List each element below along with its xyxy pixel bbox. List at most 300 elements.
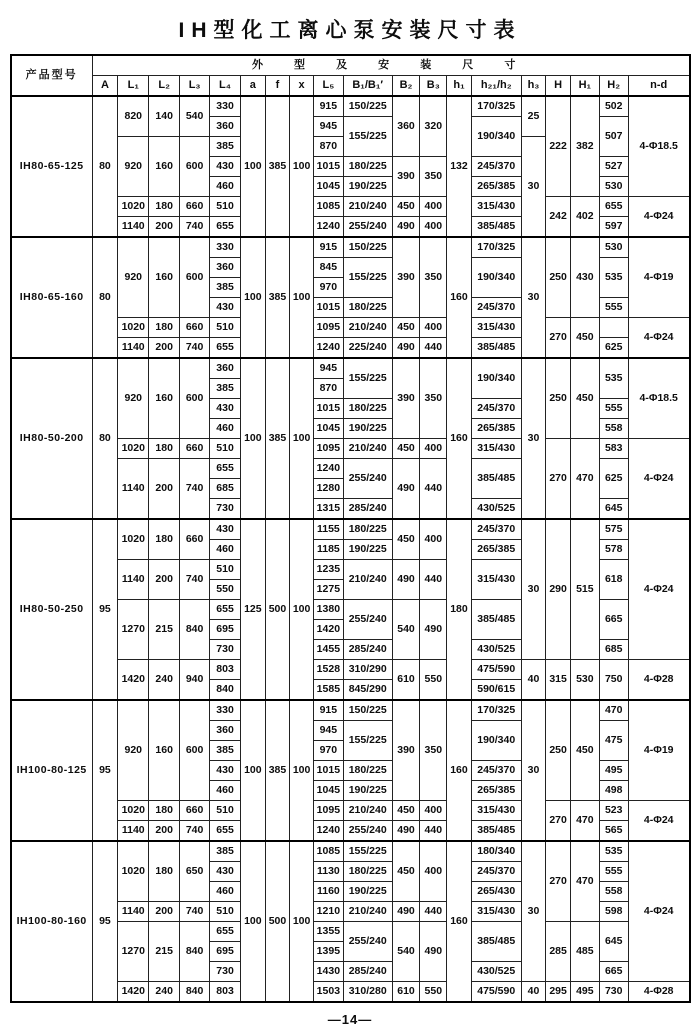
column-header-L1: L₁: [118, 76, 149, 97]
cell-B1: 190/225: [343, 419, 392, 439]
cell-h2x: 315/430: [471, 439, 521, 459]
cell-L3: 600: [179, 700, 209, 801]
cell-L2: 200: [149, 338, 179, 359]
cell-L3: 840: [179, 982, 209, 1003]
cell-L5: 1210: [314, 902, 343, 922]
cell-H2: 523: [599, 801, 628, 821]
column-header-h2x: h₂₁/h₂: [471, 76, 521, 97]
cell-L1: 1020: [118, 318, 149, 338]
cell-h2x: 265/385: [471, 781, 521, 801]
cell-B1: 150/225: [343, 96, 392, 117]
column-header-L2: L₂: [149, 76, 179, 97]
cell-L5: 1240: [314, 821, 343, 842]
cell-A: 95: [92, 841, 117, 1002]
cell-h2x: 315/430: [471, 801, 521, 821]
cell-H: 270: [546, 318, 571, 359]
cell-x: 100: [290, 841, 314, 1002]
cell-nd: 4-Φ24: [628, 841, 689, 982]
cell-L4: 385: [210, 278, 240, 298]
cell-L3: 740: [179, 821, 209, 842]
cell-L5: 870: [314, 137, 343, 157]
cell-h2x: 265/385: [471, 419, 521, 439]
cell-H2: 665: [599, 962, 628, 982]
cell-L3: 740: [179, 338, 209, 359]
cell-H2: 555: [599, 862, 628, 882]
cell-B2: 390: [392, 700, 419, 801]
column-header-A: A: [92, 76, 117, 97]
cell-L1: 1140: [118, 459, 149, 520]
cell-h1: 160: [447, 841, 471, 1002]
cell-H2: 470: [599, 700, 628, 721]
cell-B1: 285/240: [343, 640, 392, 660]
cell-L4: 510: [210, 197, 240, 217]
cell-nd: 4-Φ18.5: [628, 358, 689, 439]
cell-B2: 490: [392, 821, 419, 842]
column-header-B2: B₂: [392, 76, 419, 97]
cell-B3: 550: [420, 660, 447, 701]
cell-L4: 330: [210, 96, 240, 117]
cell-H: 270: [546, 841, 571, 922]
cell-L1: 820: [118, 96, 149, 137]
cell-nd: 4-Φ24: [628, 197, 689, 238]
cell-H2: 645: [599, 922, 628, 962]
cell-L4: 695: [210, 942, 240, 962]
cell-h2x: 190/340: [471, 258, 521, 298]
cell-B1: 255/240: [343, 600, 392, 640]
cell-H2: 578: [599, 540, 628, 560]
cell-B3: 350: [420, 157, 447, 197]
cell-L4: 695: [210, 620, 240, 640]
cell-h2x: 245/370: [471, 519, 521, 540]
cell-B1: 150/225: [343, 700, 392, 721]
cell-B1: 190/225: [343, 177, 392, 197]
cell-h2x: 190/340: [471, 721, 521, 761]
column-header-B3: B₃: [420, 76, 447, 97]
cell-L4: 655: [210, 338, 240, 359]
cell-H2: 535: [599, 358, 628, 399]
cell-B1: 210/240: [343, 197, 392, 217]
column-header-H1: H₁: [571, 76, 599, 97]
cell-h2x: 385/485: [471, 821, 521, 842]
cell-f: 385: [265, 96, 289, 237]
cell-L3: 740: [179, 217, 209, 238]
cell-L3: 740: [179, 459, 209, 520]
cell-H: 250: [546, 358, 571, 439]
cell-L1: 1020: [118, 841, 149, 902]
cell-L5: 1455: [314, 640, 343, 660]
cell-B3: 440: [420, 459, 447, 520]
cell-L5: 1045: [314, 419, 343, 439]
cell-H1: 450: [571, 700, 599, 801]
cell-L4: 460: [210, 882, 240, 902]
cell-L5: 870: [314, 379, 343, 399]
column-header-f: f: [265, 76, 289, 97]
cell-f: 385: [265, 237, 289, 358]
cell-B1: 210/240: [343, 560, 392, 600]
cell-B1: 190/225: [343, 540, 392, 560]
cell-H: 315: [546, 660, 571, 701]
cell-nd: 4-Φ19: [628, 237, 689, 318]
cell-nd: 4-Φ18.5: [628, 96, 689, 197]
cell-L5: 970: [314, 741, 343, 761]
cell-L4: 655: [210, 459, 240, 479]
cell-h2x: 265/385: [471, 540, 521, 560]
cell-H2: 597: [599, 217, 628, 238]
cell-nd: 4-Φ24: [628, 439, 689, 520]
cell-h2x: 170/325: [471, 700, 521, 721]
cell-B1: 210/240: [343, 801, 392, 821]
cell-L3: 540: [179, 96, 209, 137]
cell-H2: 530: [599, 237, 628, 258]
product-model-cell: IH100-80-125: [11, 700, 93, 841]
cell-B3: 440: [420, 560, 447, 600]
cell-L1: 920: [118, 700, 149, 801]
cell-L2: 200: [149, 821, 179, 842]
cell-L5: 915: [314, 700, 343, 721]
cell-L3: 650: [179, 841, 209, 902]
cell-B3: 400: [420, 197, 447, 217]
cell-B3: 490: [420, 600, 447, 660]
cell-B3: 400: [420, 318, 447, 338]
cell-L2: 180: [149, 439, 179, 459]
cell-L5: 1430: [314, 962, 343, 982]
cell-L4: 430: [210, 399, 240, 419]
cell-H1: 485: [571, 922, 599, 982]
cell-L4: 803: [210, 660, 240, 680]
cell-L4: 360: [210, 258, 240, 278]
cell-x: 100: [290, 519, 314, 700]
model-column-header: 产品型号: [11, 55, 93, 96]
cell-h3: 30: [521, 519, 545, 660]
cell-B1: 180/225: [343, 399, 392, 419]
cell-B2: 360: [392, 96, 419, 157]
cell-H2: 655: [599, 197, 628, 217]
cell-L4: 803: [210, 982, 240, 1003]
cell-L4: 685: [210, 479, 240, 499]
cell-L4: 360: [210, 358, 240, 379]
cell-h3: 40: [521, 982, 545, 1003]
cell-L5: 915: [314, 96, 343, 117]
cell-H: 270: [546, 439, 571, 520]
cell-x: 100: [290, 237, 314, 358]
cell-h3: 30: [521, 358, 545, 519]
cell-L1: 1420: [118, 660, 149, 701]
cell-h2x: 245/370: [471, 761, 521, 781]
cell-B1: 155/225: [343, 117, 392, 157]
cell-L2: 160: [149, 237, 179, 318]
cell-L5: 1095: [314, 801, 343, 821]
cell-L4: 840: [210, 680, 240, 701]
cell-L3: 660: [179, 439, 209, 459]
cell-x: 100: [290, 96, 314, 237]
cell-f: 385: [265, 700, 289, 841]
cell-L5: 1503: [314, 982, 343, 1003]
cell-A: 80: [92, 237, 117, 358]
cell-B2: 610: [392, 660, 419, 701]
cell-L4: 430: [210, 862, 240, 882]
cell-B1: 255/240: [343, 922, 392, 962]
cell-h3: 30: [521, 700, 545, 841]
cell-h2x: 385/485: [471, 922, 521, 962]
product-model-cell: IH80-65-125: [11, 96, 93, 237]
cell-L3: 660: [179, 519, 209, 560]
cell-B1: 310/290: [343, 660, 392, 680]
cell-L4: 550: [210, 580, 240, 600]
cell-h2x: 475/590: [471, 982, 521, 1003]
cell-h2x: 430/525: [471, 640, 521, 660]
cell-h1: 180: [447, 519, 471, 700]
cell-B2: 490: [392, 902, 419, 922]
spec-table: [10, 54, 691, 1003]
cell-a: 125: [240, 519, 265, 700]
cell-H2: 558: [599, 419, 628, 439]
cell-a: 100: [240, 700, 265, 841]
cell-H2: 625: [599, 459, 628, 499]
cell-H2: 625: [599, 338, 628, 359]
cell-L5: 1130: [314, 862, 343, 882]
cell-B3: 350: [420, 358, 447, 439]
cell-H2: 530: [599, 177, 628, 197]
cell-H2: 555: [599, 399, 628, 419]
cell-L3: 840: [179, 922, 209, 982]
cell-L4: 360: [210, 117, 240, 137]
cell-A: 80: [92, 96, 117, 237]
cell-H2: 618: [599, 560, 628, 600]
cell-L4: 460: [210, 540, 240, 560]
cell-L5: 1085: [314, 197, 343, 217]
cell-L2: 180: [149, 318, 179, 338]
cell-B3: 320: [420, 96, 447, 157]
cell-L5: 1585: [314, 680, 343, 701]
cell-B3: 400: [420, 519, 447, 560]
cell-L3: 740: [179, 902, 209, 922]
cell-H1: 382: [571, 96, 599, 197]
cell-B2: 390: [392, 157, 419, 197]
column-header-h1: h₁: [447, 76, 471, 97]
cell-L5: 1015: [314, 298, 343, 318]
cell-H2: 507: [599, 117, 628, 157]
cell-B1: 150/225: [343, 237, 392, 258]
cell-nd: 4-Φ28: [628, 660, 689, 701]
cell-B1: 310/280: [343, 982, 392, 1003]
cell-L4: 330: [210, 237, 240, 258]
cell-H1: 470: [571, 841, 599, 922]
cell-L5: 1015: [314, 399, 343, 419]
cell-L2: 200: [149, 560, 179, 600]
cell-L3: 660: [179, 318, 209, 338]
cell-h3: 30: [521, 137, 545, 238]
cell-H2: 750: [599, 660, 628, 701]
cell-h3: 25: [521, 96, 545, 137]
cell-B1: 255/240: [343, 459, 392, 499]
cell-B3: 400: [420, 801, 447, 821]
cell-L4: 430: [210, 519, 240, 540]
cell-h2x: 245/370: [471, 399, 521, 419]
cell-B2: 450: [392, 197, 419, 217]
cell-B1: 225/240: [343, 338, 392, 359]
cell-L4: 430: [210, 298, 240, 318]
cell-B2: 450: [392, 801, 419, 821]
product-model-cell: IH80-65-160: [11, 237, 93, 358]
cell-h2x: 430/525: [471, 962, 521, 982]
cell-h2x: 190/340: [471, 358, 521, 399]
cell-h2x: 385/485: [471, 459, 521, 499]
cell-L4: 430: [210, 761, 240, 781]
cell-L1: 1140: [118, 338, 149, 359]
cell-L2: 180: [149, 519, 179, 560]
cell-L4: 510: [210, 318, 240, 338]
cell-nd: 4-Φ24: [628, 318, 689, 359]
cell-h2x: 180/340: [471, 841, 521, 862]
cell-L5: 1160: [314, 882, 343, 902]
cell-L5: 1155: [314, 519, 343, 540]
cell-H2: 558: [599, 882, 628, 902]
cell-B1: 180/225: [343, 157, 392, 177]
cell-h3: 40: [521, 660, 545, 701]
cell-L5: 1240: [314, 217, 343, 238]
cell-B1: 285/240: [343, 499, 392, 520]
cell-L1: 1270: [118, 922, 149, 982]
cell-L4: 655: [210, 922, 240, 942]
cell-H2: [599, 318, 628, 338]
cell-B3: 350: [420, 700, 447, 801]
cell-L3: 600: [179, 237, 209, 318]
cell-L5: 1528: [314, 660, 343, 680]
cell-L4: 330: [210, 700, 240, 721]
cell-H2: 685: [599, 640, 628, 660]
cell-L1: 920: [118, 237, 149, 318]
cell-H1: 515: [571, 519, 599, 660]
cell-L4: 510: [210, 560, 240, 580]
cell-a: 100: [240, 96, 265, 237]
cell-H: 295: [546, 982, 571, 1003]
page-number: —14—: [327, 1012, 373, 1027]
cell-h2x: 170/325: [471, 237, 521, 258]
cell-L4: 360: [210, 721, 240, 741]
cell-H2: 583: [599, 439, 628, 459]
cell-x: 100: [290, 700, 314, 841]
cell-L4: 385: [210, 841, 240, 862]
cell-A: 80: [92, 358, 117, 519]
cell-B1: 180/225: [343, 761, 392, 781]
cell-H: 250: [546, 237, 571, 318]
cell-B1: 180/225: [343, 519, 392, 540]
cell-B1: 210/240: [343, 439, 392, 459]
cell-a: 100: [240, 358, 265, 519]
cell-L4: 430: [210, 157, 240, 177]
cell-B2: 610: [392, 982, 419, 1003]
cell-B2: 540: [392, 600, 419, 660]
cell-h3: 30: [521, 237, 545, 358]
cell-h2x: 430/525: [471, 499, 521, 520]
cell-h2x: 265/385: [471, 177, 521, 197]
cell-B1: 255/240: [343, 821, 392, 842]
cell-B2: 390: [392, 358, 419, 439]
cell-H: 242: [546, 197, 571, 238]
cell-L3: 660: [179, 197, 209, 217]
cell-nd: 4-Φ24: [628, 801, 689, 842]
cell-H2: 475: [599, 721, 628, 761]
cell-L1: 1020: [118, 801, 149, 821]
cell-L1: 1020: [118, 439, 149, 459]
column-header-L3: L₃: [179, 76, 209, 97]
cell-H: 270: [546, 801, 571, 842]
cell-L5: 1315: [314, 499, 343, 520]
cell-L5: 1015: [314, 761, 343, 781]
cell-B1: 180/225: [343, 862, 392, 882]
cell-f: 385: [265, 358, 289, 519]
cell-L4: 655: [210, 217, 240, 238]
cell-L5: 1280: [314, 479, 343, 499]
column-header-L5: L₅: [314, 76, 343, 97]
cell-L2: 160: [149, 137, 179, 197]
cell-L1: 1140: [118, 217, 149, 238]
cell-L4: 655: [210, 600, 240, 620]
cell-B2: 490: [392, 217, 419, 238]
cell-B2: 450: [392, 439, 419, 459]
cell-A: 95: [92, 519, 117, 700]
cell-B3: 400: [420, 439, 447, 459]
cell-x: 100: [290, 358, 314, 519]
cell-L2: 200: [149, 902, 179, 922]
cell-L3: 940: [179, 660, 209, 701]
cell-L5: 1380: [314, 600, 343, 620]
cell-L1: 1140: [118, 560, 149, 600]
cell-B1: 190/225: [343, 882, 392, 902]
cell-B3: 400: [420, 217, 447, 238]
cell-H2: 535: [599, 841, 628, 862]
cell-H: 250: [546, 700, 571, 801]
cell-H1: 430: [571, 237, 599, 318]
cell-H1: 530: [571, 660, 599, 701]
cell-B2: 450: [392, 318, 419, 338]
cell-L5: 915: [314, 237, 343, 258]
cell-L1: 1420: [118, 982, 149, 1003]
cell-B1: 155/225: [343, 258, 392, 298]
cell-H2: 645: [599, 499, 628, 520]
cell-L2: 240: [149, 660, 179, 701]
cell-B1: 180/225: [343, 298, 392, 318]
cell-L4: 510: [210, 902, 240, 922]
cell-B1: 155/225: [343, 358, 392, 399]
cell-H: 285: [546, 922, 571, 982]
cell-B3: 350: [420, 237, 447, 318]
column-header-a: a: [240, 76, 265, 97]
cell-L4: 460: [210, 781, 240, 801]
cell-h2x: 385/485: [471, 217, 521, 238]
cell-L2: 160: [149, 700, 179, 801]
cell-H1: 470: [571, 439, 599, 520]
cell-L2: 180: [149, 197, 179, 217]
cell-L4: 510: [210, 801, 240, 821]
cell-L3: 600: [179, 137, 209, 197]
cell-A: 95: [92, 700, 117, 841]
cell-h2x: 170/325: [471, 96, 521, 117]
cell-L2: 215: [149, 600, 179, 660]
cell-L3: 600: [179, 358, 209, 439]
cell-H1: 470: [571, 801, 599, 842]
cell-H1: 402: [571, 197, 599, 238]
cell-h1: 160: [447, 237, 471, 358]
cell-L4: 385: [210, 137, 240, 157]
cell-nd: 4-Φ19: [628, 700, 689, 801]
cell-L5: 1240: [314, 459, 343, 479]
cell-L5: 1185: [314, 540, 343, 560]
cell-L1: 1140: [118, 902, 149, 922]
cell-L5: 945: [314, 117, 343, 137]
cell-L5: 845: [314, 258, 343, 278]
cell-L4: 730: [210, 499, 240, 520]
